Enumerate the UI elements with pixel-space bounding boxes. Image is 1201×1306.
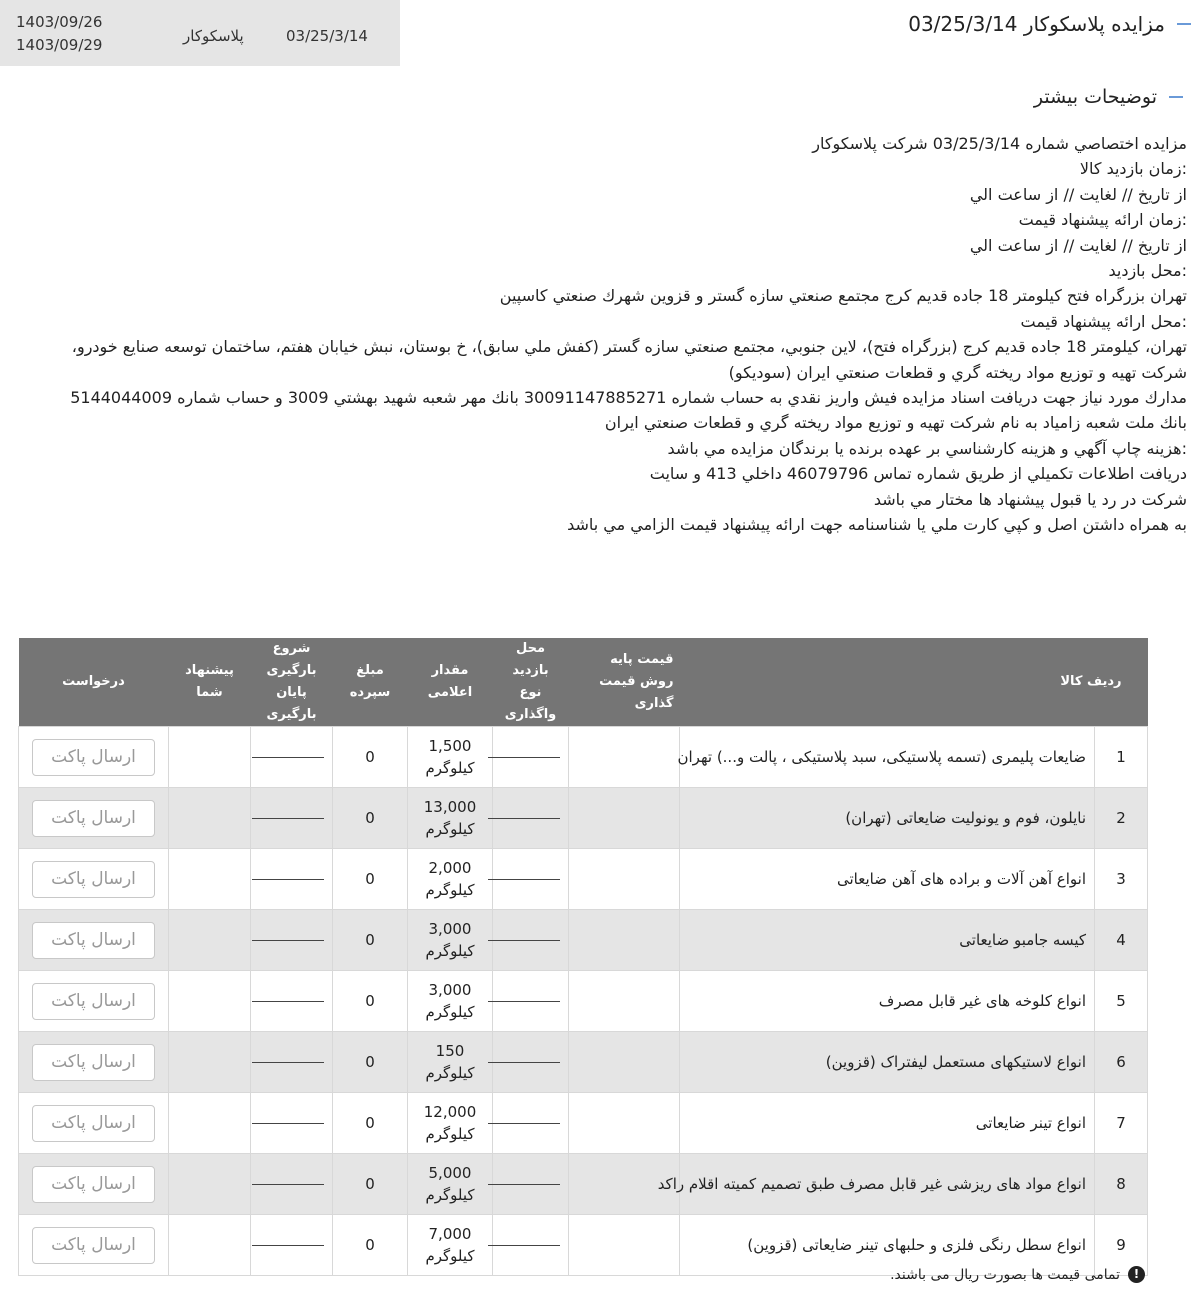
- header-base-price: قیمت پایه: [610, 652, 674, 667]
- table-row: [19, 971, 1148, 1032]
- qty-value: 3,000: [428, 981, 472, 999]
- footer-note: [890, 1266, 1145, 1283]
- base-price-cell: [569, 1215, 680, 1276]
- declared-qty-cell: [408, 971, 493, 1032]
- row-number: 3: [1095, 849, 1148, 910]
- qty-value: 12,000: [423, 1103, 477, 1121]
- declared-qty-cell: [408, 1215, 493, 1276]
- empty-dash: [488, 1245, 560, 1246]
- visit-place-cell: [493, 727, 569, 788]
- items-table: [18, 638, 1148, 1276]
- request-cell: [19, 1215, 169, 1276]
- header-visit-place: محل بازدید: [512, 641, 549, 678]
- details-line: :محل ارائه پيشنهاد قيمت: [1020, 311, 1187, 331]
- empty-dash: [488, 818, 560, 819]
- empty-dash: [252, 940, 324, 941]
- header-price-method: [569, 638, 680, 727]
- table-body: [19, 727, 1148, 1276]
- send-packet-button[interactable]: ارسال پاکت: [32, 1105, 155, 1142]
- request-cell: [19, 1154, 169, 1215]
- request-cell: [19, 971, 169, 1032]
- base-price-cell: [569, 727, 680, 788]
- empty-dash: [252, 1123, 324, 1124]
- declared-qty-cell: [408, 1154, 493, 1215]
- details-line: مزايده اختصاصي شماره 03/25/3/14 شركت پلاسكوكار: [812, 134, 1187, 153]
- your-offer-cell: [169, 1032, 251, 1093]
- details-line: :زمان بازديد كالا: [1079, 159, 1187, 179]
- item-name: انواع لاستیکهای مستعمل لیفتراک (قزوین): [680, 1032, 1095, 1093]
- page-title-row: [908, 12, 1191, 36]
- empty-dash: [252, 1245, 324, 1246]
- item-name: ضایعات پلیمری (تسمه پلاستیکی، سبد پلاستیکی ، پالت و...) تهران: [680, 727, 1095, 788]
- auction-dates: [16, 11, 102, 57]
- row-number: 1: [1095, 727, 1148, 788]
- details-line: :هزينه چاپ آگهي و هزينه كارشناسي بر عهده برنده يا برندگان مزايده مي باشد: [667, 438, 1187, 458]
- row-number: 9: [1095, 1215, 1148, 1276]
- items-table-wrap: [18, 638, 1147, 1276]
- details-line: تهران بزرگراه فتح كيلومتر 18 جاده قديم كرج مجتمع صنعتي سازه گستر و قزوين شهرك صنعتي كاسپين: [499, 286, 1187, 306]
- title-dash-icon: [1177, 23, 1191, 25]
- details-line: شركت در رد يا قبول پيشنهاد ها مختار مي باشد: [873, 489, 1187, 509]
- visit-place-cell: [493, 849, 569, 910]
- deposit-cell: 0: [333, 727, 408, 788]
- auction-info-box: [0, 0, 400, 66]
- qty-value: 5,000: [428, 1164, 472, 1182]
- empty-dash: [488, 940, 560, 941]
- send-packet-button[interactable]: ارسال پاکت: [32, 1166, 155, 1203]
- send-packet-button[interactable]: ارسال پاکت: [32, 739, 155, 776]
- row-number: 7: [1095, 1093, 1148, 1154]
- info-icon: !: [1128, 1266, 1145, 1283]
- base-price-cell: [569, 971, 680, 1032]
- loading-cell: [251, 1154, 333, 1215]
- details-line: از تاريخ // لغايت // از ساعت الي: [969, 184, 1187, 204]
- request-cell: [19, 788, 169, 849]
- base-price-cell: [569, 1032, 680, 1093]
- base-price-cell: [569, 849, 680, 910]
- details-line: :زمان ارائه پيشنهاد قيمت: [1018, 210, 1187, 230]
- your-offer-cell: [169, 910, 251, 971]
- qty-unit: کیلوگرم: [425, 942, 475, 960]
- deposit-cell: 0: [333, 788, 408, 849]
- header-loading-start: شروع بارگیری: [266, 641, 317, 678]
- table-row: [19, 1154, 1148, 1215]
- details-line: به همراه داشتن اصل و كپي كارت ملي يا شناسنامه جهت ارائه پيشنهاد قيمت الزامي مي باشد: [567, 515, 1187, 535]
- visit-place-cell: [493, 1215, 569, 1276]
- details-line: دريافت اطلاعات تكميلي از طريق شماره تماس 46079796 داخلي 413 و سايت: [649, 464, 1187, 484]
- empty-dash: [488, 1123, 560, 1124]
- header-deposit: مبلغ سپرده: [333, 638, 408, 727]
- row-number: 8: [1095, 1154, 1148, 1215]
- deposit-cell: 0: [333, 1154, 408, 1215]
- your-offer-cell: [169, 849, 251, 910]
- declared-qty-cell: [408, 788, 493, 849]
- item-name: انواع مواد های ریزشی غیر قابل مصرف طبق تصمیم کمیته اقلام راکد: [680, 1154, 1095, 1215]
- send-packet-button[interactable]: ارسال پاکت: [32, 922, 155, 959]
- table-row: [19, 788, 1148, 849]
- deposit-cell: 0: [333, 1215, 408, 1276]
- table-row: [19, 849, 1148, 910]
- header-pricing-method: روش قیمت گذاری: [599, 674, 674, 711]
- company-name: پلاسکوکار: [183, 27, 244, 45]
- declared-qty-cell: [408, 1093, 493, 1154]
- item-name: انواع آهن آلات و براده های آهن ضایعاتی: [680, 849, 1095, 910]
- qty-unit: کیلوگرم: [425, 1064, 475, 1082]
- deposit-cell: 0: [333, 1093, 408, 1154]
- empty-dash: [488, 879, 560, 880]
- qty-value: 3,000: [428, 920, 472, 938]
- details-line: بانك ملت شعبه زامياد به نام شركت تهيه و توزيع مواد ريخته گري و قطعات صنعتي ايران: [604, 413, 1187, 433]
- heading-dash-icon: [1169, 96, 1183, 98]
- empty-dash: [488, 1184, 560, 1185]
- qty-value: 7,000: [428, 1225, 472, 1243]
- your-offer-cell: [169, 727, 251, 788]
- request-cell: [19, 727, 169, 788]
- header-assignment-type: نوع واگذاری: [504, 685, 557, 722]
- table-row: [19, 910, 1148, 971]
- base-price-cell: [569, 1093, 680, 1154]
- table-row: [19, 1093, 1148, 1154]
- loading-cell: [251, 788, 333, 849]
- your-offer-cell: [169, 1154, 251, 1215]
- footer-note-text: تمامی قیمت ها بصورت ریال می باشند.: [890, 1266, 1120, 1283]
- request-cell: [19, 849, 169, 910]
- send-packet-button[interactable]: ارسال پاکت: [32, 1227, 155, 1264]
- request-cell: [19, 910, 169, 971]
- details-line: مدارك مورد نياز جهت دريافت اسناد مزايده فيش واريز نقدي به حساب شماره 30091147885271 بانك مهر شعبه شهيد بهشتي 3009 و حساب شماره 5144044009: [70, 388, 1187, 408]
- row-number: 4: [1095, 910, 1148, 971]
- loading-cell: [251, 727, 333, 788]
- send-packet-button[interactable]: ارسال پاکت: [32, 983, 155, 1020]
- details-heading: توضیحات بیشتر: [1033, 86, 1157, 108]
- your-offer-cell: [169, 971, 251, 1032]
- loading-cell: [251, 1215, 333, 1276]
- qty-value: 13,000: [423, 798, 477, 816]
- details-line: :محل بازديد: [1108, 261, 1187, 281]
- request-cell: [19, 1093, 169, 1154]
- empty-dash: [252, 1184, 324, 1185]
- empty-dash: [488, 757, 560, 758]
- qty-unit: کیلوگرم: [425, 1186, 475, 1204]
- your-offer-cell: [169, 1093, 251, 1154]
- base-price-cell: [569, 788, 680, 849]
- qty-unit: کیلوگرم: [425, 1003, 475, 1021]
- deposit-cell: 0: [333, 910, 408, 971]
- request-cell: [19, 1032, 169, 1093]
- auction-code: 03/25/3/14: [286, 27, 368, 45]
- qty-unit: کیلوگرم: [425, 1247, 475, 1265]
- visit-place-cell: [493, 1093, 569, 1154]
- item-name: انواع سطل رنگی فلزی و حلبهای تینر ضایعاتی (قزوین): [680, 1215, 1095, 1276]
- item-name: کیسه جامبو ضایعاتی: [680, 910, 1095, 971]
- declared-qty-cell: [408, 849, 493, 910]
- header-declared-qty: مقدار اعلامی: [408, 638, 493, 727]
- item-name: انواع تینر ضایعاتی: [680, 1093, 1095, 1154]
- item-name: انواع کلوخه های غیر قابل مصرف: [680, 971, 1095, 1032]
- end-date: 1403/09/29: [16, 36, 103, 54]
- deposit-cell: 0: [333, 849, 408, 910]
- row-number: 2: [1095, 788, 1148, 849]
- details-heading-row: [1034, 86, 1183, 108]
- empty-dash: [252, 1001, 324, 1002]
- row-number: 6: [1095, 1032, 1148, 1093]
- page-title: مزایده پلاسکوکار 03/25/3/14: [908, 12, 1165, 36]
- loading-cell: [251, 849, 333, 910]
- details-line: تهران، كيلومتر 18 جاده قديم كرج (بزرگراه فتح)، لاين جنوبي، مجتمع صنعتي سازه گستر (كفش ملي سابق)، خ بوستان، نبش خيابان هفتم، ساختمان توسعه صنايع خودرو،: [71, 337, 1187, 357]
- qty-value: 150: [435, 1042, 465, 1060]
- loading-cell: [251, 910, 333, 971]
- deposit-cell: 0: [333, 971, 408, 1032]
- declared-qty-cell: [408, 910, 493, 971]
- loading-cell: [251, 1093, 333, 1154]
- details-text: [12, 131, 1187, 538]
- empty-dash: [488, 1001, 560, 1002]
- item-name: نایلون، فوم و یونولیت ضایعاتی (تهران): [680, 788, 1095, 849]
- header-request: درخواست: [19, 638, 169, 727]
- header-visit-assign: [493, 638, 569, 727]
- your-offer-cell: [169, 1215, 251, 1276]
- start-date: 1403/09/26: [16, 13, 103, 31]
- header-row-item: ردیف کالا: [680, 638, 1148, 727]
- declared-qty-cell: [408, 1032, 493, 1093]
- loading-cell: [251, 971, 333, 1032]
- table-header-row: [19, 638, 1148, 727]
- qty-unit: کیلوگرم: [425, 759, 475, 777]
- details-line: شركت تهيه و توزيع مواد ريخته گري و قطعات صنعتي ايران (سوديكو): [728, 362, 1187, 382]
- visit-place-cell: [493, 910, 569, 971]
- qty-value: 2,000: [428, 859, 472, 877]
- visit-place-cell: [493, 1154, 569, 1215]
- empty-dash: [252, 818, 324, 819]
- qty-unit: کیلوگرم: [425, 1125, 475, 1143]
- send-packet-button[interactable]: ارسال پاکت: [32, 1044, 155, 1081]
- visit-place-cell: [493, 1032, 569, 1093]
- loading-cell: [251, 1032, 333, 1093]
- details-line: از تاريخ // لغايت // از ساعت الي: [969, 235, 1187, 255]
- empty-dash: [252, 879, 324, 880]
- declared-qty-cell: [408, 727, 493, 788]
- empty-dash: [488, 1062, 560, 1063]
- qty-value: 1,500: [428, 737, 472, 755]
- your-offer-cell: [169, 788, 251, 849]
- table-row: [19, 1032, 1148, 1093]
- header-loading-end: پایان بارگیری: [266, 685, 317, 722]
- row-number: 5: [1095, 971, 1148, 1032]
- qty-unit: کیلوگرم: [425, 881, 475, 899]
- table-row: [19, 727, 1148, 788]
- empty-dash: [252, 757, 324, 758]
- visit-place-cell: [493, 971, 569, 1032]
- deposit-cell: 0: [333, 1032, 408, 1093]
- send-packet-button[interactable]: ارسال پاکت: [32, 861, 155, 898]
- header-loading: [251, 638, 333, 727]
- send-packet-button[interactable]: ارسال پاکت: [32, 800, 155, 837]
- empty-dash: [252, 1062, 324, 1063]
- visit-place-cell: [493, 788, 569, 849]
- qty-unit: کیلوگرم: [425, 820, 475, 838]
- base-price-cell: [569, 910, 680, 971]
- header-your-offer: پیشنهاد شما: [169, 638, 251, 727]
